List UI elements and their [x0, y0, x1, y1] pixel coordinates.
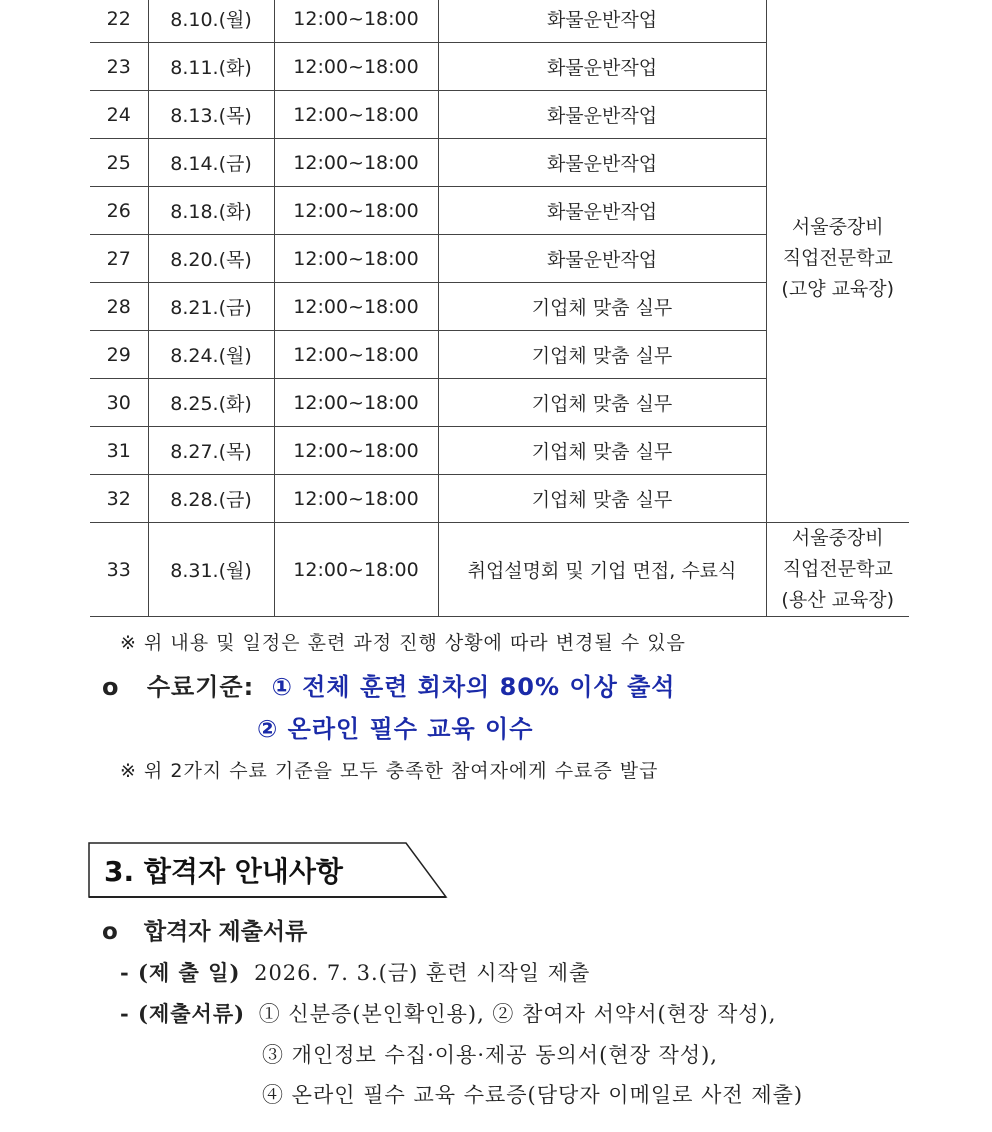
- cell-time: 12:00~18:00: [274, 139, 438, 187]
- cell-no: 23: [90, 43, 148, 91]
- docs-line-1: [120, 998, 776, 1028]
- location-line: 직업전문학교: [782, 558, 893, 580]
- cell-content: 기업체 맞춤 실무: [438, 379, 766, 427]
- cell-time: 12:00~18:00: [274, 523, 438, 617]
- cell-content: 화물운반작업: [438, 0, 766, 43]
- submit-date-value: 2026. 7. 3.(금) 훈련 시작일 제출: [254, 961, 591, 985]
- section-3-header: [88, 842, 448, 898]
- docs-heading: 합격자 제출서류: [143, 919, 308, 945]
- cell-date: 8.25.(화): [148, 379, 274, 427]
- cell-no: 33: [90, 523, 148, 617]
- cell-date: 8.21.(금): [148, 283, 274, 331]
- training-schedule-table: [90, 0, 909, 617]
- cell-time: 12:00~18:00: [274, 187, 438, 235]
- cell-time: 12:00~18:00: [274, 43, 438, 91]
- location-line: (고양 교육장): [781, 278, 895, 300]
- cell-time: 12:00~18:00: [274, 0, 438, 43]
- cell-no: 31: [90, 427, 148, 475]
- cell-date: 8.18.(화): [148, 187, 274, 235]
- cell-date: 8.24.(월): [148, 331, 274, 379]
- docs-heading-line: [102, 913, 307, 946]
- criteria-line-1: [102, 667, 675, 702]
- cell-no: 28: [90, 283, 148, 331]
- cell-date: 8.11.(화): [148, 43, 274, 91]
- cell-content: 기업체 맞춤 실무: [438, 427, 766, 475]
- cell-content: 기업체 맞춤 실무: [438, 331, 766, 379]
- schedule-note: ※ 위 내용 및 일정은 훈련 과정 진행 상황에 따라 변경될 수 있음: [120, 632, 686, 654]
- table-row: [90, 0, 909, 43]
- submit-date-line: [120, 957, 590, 987]
- cell-content: 화물운반작업: [438, 139, 766, 187]
- criteria-item-2: ② 온라인 필수 교육 이수: [257, 715, 534, 743]
- criteria-note: ※ 위 2가지 수료 기준을 모두 충족한 참여자에게 수료증 발급: [120, 760, 659, 782]
- cell-date: 8.31.(월): [148, 523, 274, 617]
- docs-item-1: ① 신분증(본인확인용), ② 참여자 서약서(현장 작성),: [258, 1002, 777, 1026]
- cell-content: 기업체 맞춤 실무: [438, 475, 766, 523]
- cell-time: 12:00~18:00: [274, 331, 438, 379]
- cell-content: 화물운반작업: [438, 91, 766, 139]
- cell-location-yongsan: [766, 523, 909, 617]
- criteria-item-1: ① 전체 훈련 회차의 80% 이상 출석: [271, 673, 676, 701]
- docs-bullet: o: [102, 919, 118, 945]
- cell-date: 8.20.(목): [148, 235, 274, 283]
- cell-content: 화물운반작업: [438, 235, 766, 283]
- cell-no: 25: [90, 139, 148, 187]
- docs-label: - (제출서류): [120, 1001, 246, 1026]
- cell-no: 24: [90, 91, 148, 139]
- location-line: 서울중장비: [791, 216, 884, 238]
- cell-no: 30: [90, 379, 148, 427]
- cell-location-goyang: [766, 0, 909, 523]
- cell-time: 12:00~18:00: [274, 283, 438, 331]
- location-line: 서울중장비: [791, 527, 884, 549]
- docs-item-2: ③ 개인정보 수집·이용·제공 동의서(현장 작성),: [262, 1043, 718, 1067]
- criteria-label: 수료기준:: [146, 673, 255, 701]
- cell-time: 12:00~18:00: [274, 475, 438, 523]
- location-line: 직업전문학교: [782, 247, 893, 269]
- cell-date: 8.13.(목): [148, 91, 274, 139]
- cell-content: 화물운반작업: [438, 187, 766, 235]
- cell-time: 12:00~18:00: [274, 427, 438, 475]
- cell-date: 8.28.(금): [148, 475, 274, 523]
- cell-date: 8.14.(금): [148, 139, 274, 187]
- submit-date-label: - (제 출 일): [120, 960, 241, 985]
- cell-content: 기업체 맞춤 실무: [438, 283, 766, 331]
- cell-time: 12:00~18:00: [274, 235, 438, 283]
- cell-no: 26: [90, 187, 148, 235]
- table-row: [90, 523, 909, 617]
- cell-time: 12:00~18:00: [274, 379, 438, 427]
- criteria-bullet: o: [102, 673, 120, 701]
- cell-no: 27: [90, 235, 148, 283]
- cell-content: 화물운반작업: [438, 43, 766, 91]
- cell-date: 8.10.(월): [148, 0, 274, 43]
- cell-time: 12:00~18:00: [274, 91, 438, 139]
- cell-content: 취업설명회 및 기업 면접, 수료식: [438, 523, 766, 617]
- cell-no: 32: [90, 475, 148, 523]
- cell-date: 8.27.(목): [148, 427, 274, 475]
- cell-no: 22: [90, 0, 148, 43]
- section-3-title: 3. 합격자 안내사항: [104, 855, 343, 888]
- location-line: (용산 교육장): [781, 589, 895, 611]
- docs-item-3: ④ 온라인 필수 교육 수료증(담당자 이메일로 사전 제출): [262, 1083, 804, 1107]
- cell-no: 29: [90, 331, 148, 379]
